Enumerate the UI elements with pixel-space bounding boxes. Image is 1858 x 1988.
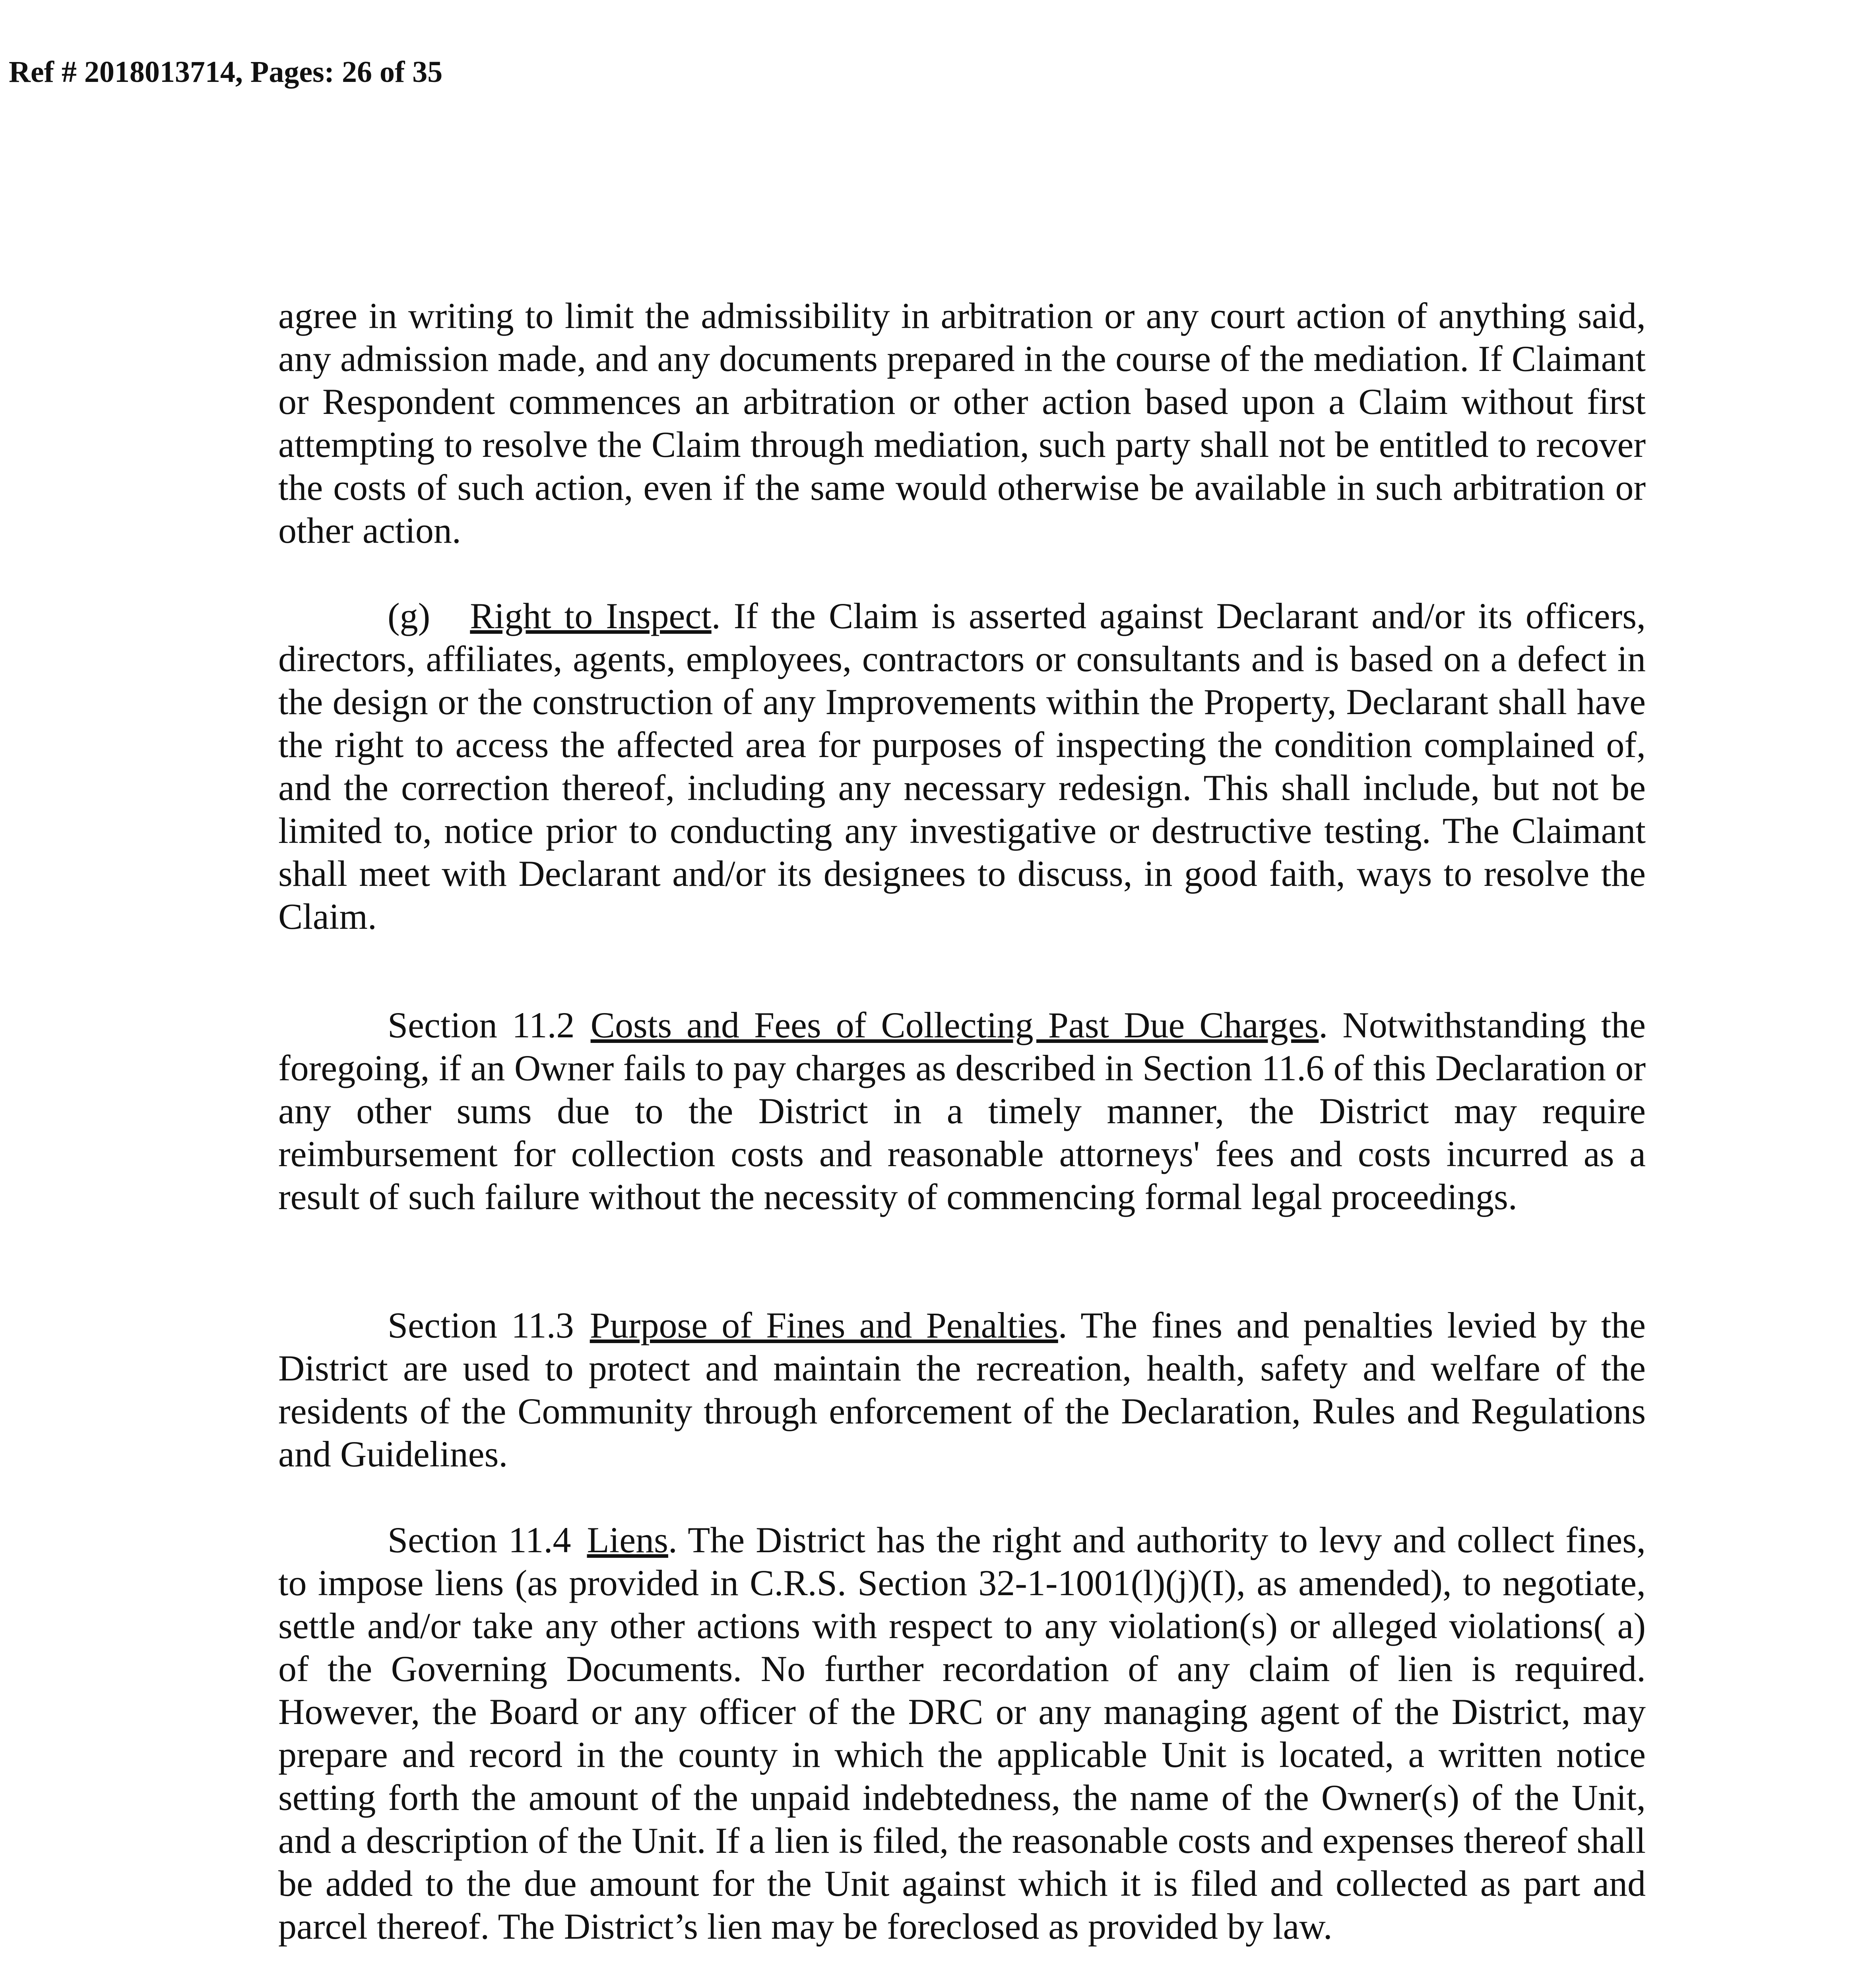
section-title: Costs and Fees of Collecting Past Due Charges bbox=[590, 1005, 1319, 1045]
section-title: Purpose of Fines and Penalties bbox=[590, 1305, 1058, 1345]
paragraph-text: agree in writing to limit the admissibility in arbitration or any court action of anything said, any admission made, and any documents prepared in the course of the mediation. If Claimant or Respondent commences an arbitration or other action based upon a Claim without first attempting to resolve the Claim through mediation, such party shall not be entitled to recover the costs of such action, even if the same would otherwise be available in such arbitration or other action. bbox=[278, 295, 1646, 551]
section-label: Section 11.3 bbox=[388, 1305, 574, 1345]
subsection-label: (g) bbox=[388, 596, 431, 636]
section-label: Section 11.4 bbox=[388, 1520, 571, 1560]
section-11-4 bbox=[278, 1518, 1646, 1948]
section-label: Section 11.2 bbox=[388, 1005, 575, 1045]
section-11-2 bbox=[278, 1004, 1646, 1218]
paragraph-right-to-inspect bbox=[278, 594, 1646, 938]
paragraph-text: . The fines and penalties levied by the District are used to protect and maintain the recreation, health, safety and welfare of the residents of the Community through enforcement of the Declaration, Rules and Regulations and Guidelines. bbox=[278, 1305, 1646, 1474]
paragraph-text: . If the Claim is asserted against Declarant and/or its officers, directors, affiliates, agents, employees, contractors or consultants and is based on a defect in the design or the construction of any Improvements within the Property, Declarant shall have the right to access the affected area for purposes of inspecting the condition complained of, and the correction thereof, including any necessary redesign. This shall include, but not be limited to, notice prior to conducting any investigative or destructive testing. The Claimant shall meet with Declarant and/or its designees to discuss, in good faith, ways to resolve the Claim. bbox=[278, 596, 1646, 937]
recording-reference-header: Ref # 2018013714, Pages: 26 of 35 bbox=[9, 55, 443, 89]
section-title: Liens bbox=[587, 1520, 668, 1560]
paragraph-text: . Notwithstanding the foregoing, if an Owner fails to pay charges as described in Section 11.6 of this Declaration or any other sums due to the District in a timely manner, the District may require reimbursement for collection costs and reasonable attorneys' fees and costs incurred as a result of such failure without the necessity of commencing formal legal proceedings. bbox=[278, 1005, 1646, 1217]
paragraph-mediation-continuation bbox=[278, 294, 1646, 552]
subsection-title: Right to Inspect bbox=[470, 596, 712, 636]
section-11-3 bbox=[278, 1304, 1646, 1475]
paragraph-text: . The District has the right and authority to levy and collect fines, to impose liens (as provided in C.R.S. Section 32-1-1001(l)(j)(I), as amended), to negotiate, settle and/or take any other actions with respect to any violation(s) or alleged violations( a) of the Governing Documents. No further recordation of any claim of lien is required. However, the Board or any officer of the DRC or any managing agent of the District, may prepare and record in the county in which the applicable Unit is located, a written notice setting forth the amount of the unpaid indebtedness, the name of the Owner(s) of the Unit, and a description of the Unit. If a lien is filed, the reasonable costs and expenses thereof shall be added to the due amount for the Unit against which it is filed and collected as part and parcel thereof. The District’s lien may be foreclosed as provided by law. bbox=[278, 1520, 1646, 1947]
